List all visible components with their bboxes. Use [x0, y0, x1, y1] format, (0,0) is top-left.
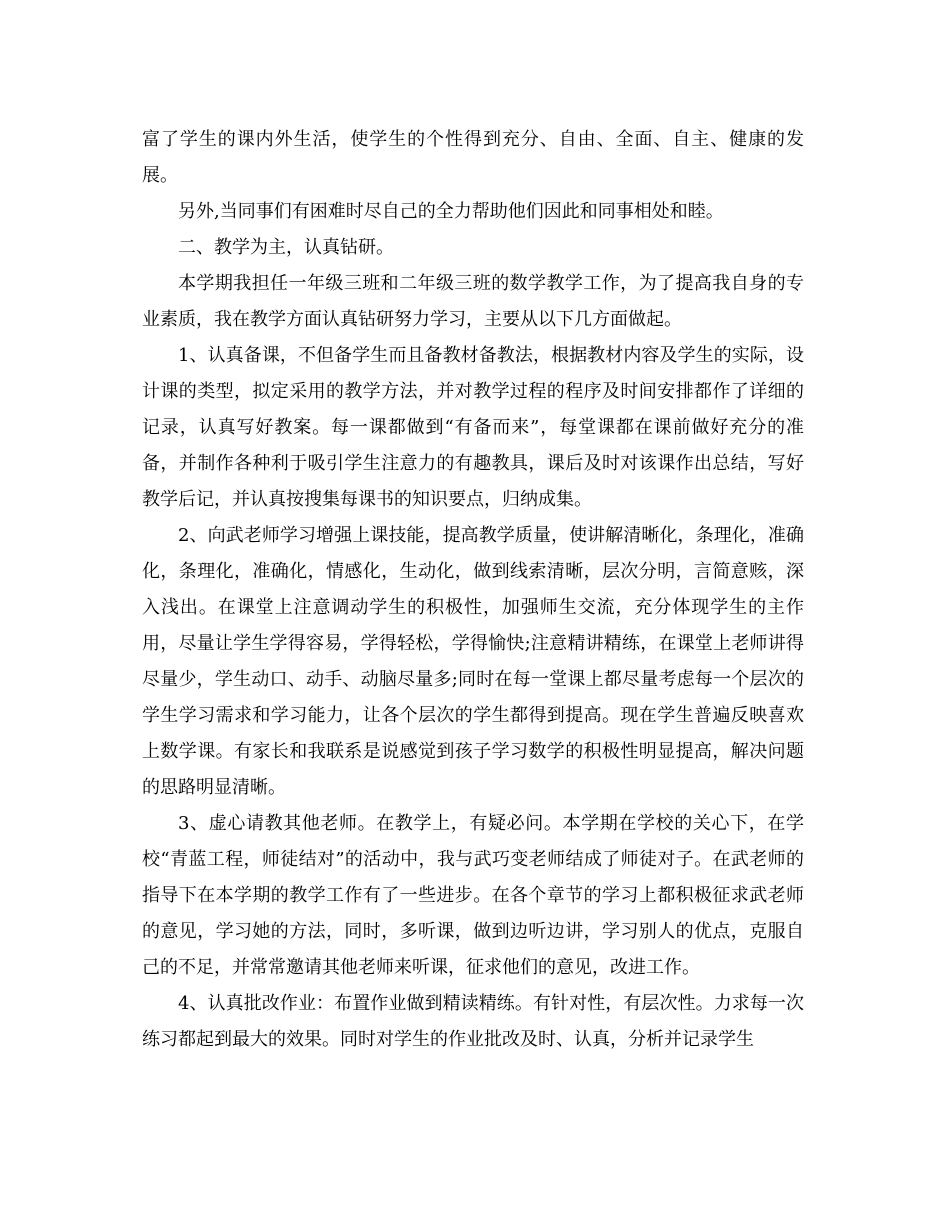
paragraph-continuation: 富了学生的课内外生活，使学生的个性得到充分、自由、全面、自主、健康的发展。 — [142, 129, 804, 186]
paragraph-item-3-consult-teachers: 3、虚心请教其他老师。在教学上，有疑必问。本学期在学校的关心下，在学校“青蓝工程，师徒结对”的活动中，我与武巧变老师结成了师徒对子。在武老师的指导下在本学期的教学工作有了一些进步。在各个章节的学习上都积极征求武老师的意见，学习她的方法，同时，多听课，做到边听边讲，学习别人的优点，克服自己的不足，并常常邀请其他老师来听课，征求他们的意见，改进工作。 — [142, 813, 804, 978]
paragraph-item-4-homework: 4、认真批改作业：布置作业做到精读精练。有针对性，有层次性。力求每一次练习都起到最大的效果。同时对学生的作业批改及时、认真，分析并记录学生 — [142, 993, 804, 1050]
paragraph-semester-intro: 本学期我担任一年级三班和二年级三班的数学教学工作，为了提高我自身的专业素质，我在教学方面认真钻研努力学习，主要从以下几方面做起。 — [142, 273, 804, 330]
document-page — [142, 122, 804, 1058]
paragraph-colleagues: 另外,当同事们有困难时尽自己的全力帮助他们因此和同事相处和睦。 — [178, 201, 724, 222]
paragraph-item-2-teaching-skills: 2、向武老师学习增强上课技能，提高教学质量，使讲解清晰化，条理化，准确化，条理化，准确化，情感化，生动化，做到线索清晰，层次分明，言简意赅，深入浅出。在课堂上注意调动学生的积极性，加强师生交流，充分体现学生的主作用，尽量让学生学得容易，学得轻松，学得愉快;注意精讲精练，在课堂上老师讲得尽量少，学生动口、动手、动脑尽量多;同时在每一堂课上都尽量考虑每一个层次的学生学习需求和学习能力，让各个层次的学生都得到提高。现在学生普遍反映喜欢上数学课。有家长和我联系是说感觉到孩子学习数学的积极性明显提高，解决问题的思路明显清晰。 — [142, 525, 804, 798]
paragraph-item-1-lesson-prep: 1、认真备课，不但备学生而且备教材备教法，根据教材内容及学生的实际，设计课的类型，拟定采用的教学方法，并对教学过程的程序及时间安排都作了详细的记录，认真写好教案。每一课都做到“有备而来”，每堂课都在课前做好充分的准备，并制作各种利于吸引学生注意力的有趣教具，课后及时对该课作出总结，写好教学后记，并认真按搜集每课书的知识要点，归纳成集。 — [142, 345, 804, 510]
section-heading-teaching: 二、教学为主，认真钻研。 — [178, 237, 394, 258]
